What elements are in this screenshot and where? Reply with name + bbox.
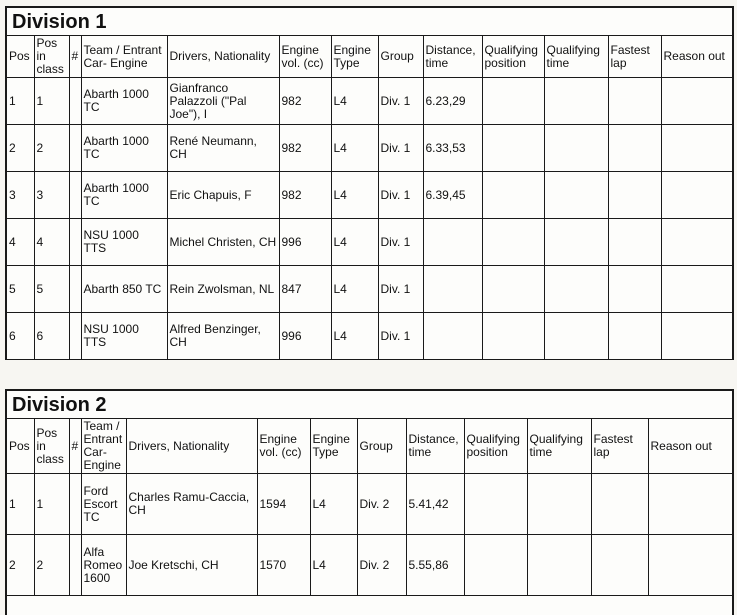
table-cell: 4 [7, 219, 34, 266]
table-cell: 5.55,86 [406, 535, 464, 596]
table-cell: 5 [34, 266, 69, 313]
table-cell: 6.39,45 [423, 172, 482, 219]
table-cell: Div. 1 [378, 172, 423, 219]
division-2-header-cell: Reason out [648, 419, 732, 474]
table-cell: 1570 [257, 535, 310, 596]
table-cell [482, 266, 544, 313]
table-cell [527, 474, 591, 535]
table-cell [69, 313, 81, 360]
table-row [7, 219, 732, 266]
division-1-header-cell: Reason out [661, 36, 732, 78]
table-cell: René Neumann, CH [167, 125, 279, 172]
division-2-header-cell: Qualifying time [527, 419, 591, 474]
table-cell: 982 [279, 78, 331, 125]
table-cell [544, 219, 608, 266]
division-1-table [7, 36, 732, 360]
division-1-header-cell: Engine Type [331, 36, 378, 78]
table-cell: L4 [331, 266, 378, 313]
table-cell: 1594 [257, 474, 310, 535]
table-cell [661, 313, 732, 360]
table-cell [544, 78, 608, 125]
table-cell [544, 125, 608, 172]
division-2-section [5, 389, 734, 615]
table-cell [661, 266, 732, 313]
division-2-header-cell: # [69, 419, 81, 474]
table-cell: L4 [331, 172, 378, 219]
table-cell: Div. 1 [378, 219, 423, 266]
table-cell: Eric Chapuis, F [167, 172, 279, 219]
table-cell: 2 [7, 125, 34, 172]
table-row [7, 78, 732, 125]
division-1-header-cell: Pos in class [34, 36, 69, 78]
division-1-header-cell: Pos [7, 36, 34, 78]
table-cell: Rein Zwolsman, NL [167, 266, 279, 313]
table-cell [482, 313, 544, 360]
table-row [7, 172, 732, 219]
division-2-header-cell: Group [357, 419, 406, 474]
table-cell [482, 219, 544, 266]
table-cell [464, 474, 527, 535]
division-1-header-cell: Distance, time [423, 36, 482, 78]
division-1-section [5, 6, 734, 360]
division-2-header-cell: Drivers, Nationality [126, 419, 257, 474]
table-cell [69, 219, 81, 266]
table-cell [69, 474, 81, 535]
division-2-title: Division 2 [7, 391, 732, 419]
division-2-header-row [7, 419, 732, 474]
table-cell: Div. 1 [378, 266, 423, 313]
table-cell: L4 [331, 125, 378, 172]
table-cell [527, 535, 591, 596]
table-cell: 2 [34, 125, 69, 172]
table-cell: L4 [310, 535, 357, 596]
division-2-header-cell: Engine vol. (cc) [257, 419, 310, 474]
table-cell: Div. 2 [357, 474, 406, 535]
table-cell [69, 78, 81, 125]
table-cell [661, 172, 732, 219]
table-row [7, 474, 732, 535]
table-cell: NSU 1000 TTS [81, 219, 167, 266]
table-cell: Abarth 1000 TC [81, 78, 167, 125]
table-cell [544, 313, 608, 360]
table-cell: L4 [310, 474, 357, 535]
table-cell: Alfa Romeo 1600 [81, 535, 126, 596]
table-cell: Div. 1 [378, 125, 423, 172]
table-cell: 1 [34, 78, 69, 125]
table-cell: 5 [7, 266, 34, 313]
table-cell: 2 [34, 535, 69, 596]
table-cell: Ford Escort TC [81, 474, 126, 535]
table-row [7, 313, 732, 360]
table-cell [608, 78, 661, 125]
table-cell [464, 535, 527, 596]
table-cell: 4 [34, 219, 69, 266]
division-2-rows [7, 474, 732, 596]
table-cell [648, 535, 732, 596]
table-cell: 996 [279, 219, 331, 266]
division-1-header-cell: Engine vol. (cc) [279, 36, 331, 78]
table-cell [423, 266, 482, 313]
table-cell [591, 474, 648, 535]
table-cell: 6.23,29 [423, 78, 482, 125]
table-cell [69, 172, 81, 219]
table-cell [608, 266, 661, 313]
table-cell: 847 [279, 266, 331, 313]
table-row [7, 266, 732, 313]
table-cell: 982 [279, 172, 331, 219]
division-1-header-cell: # [69, 36, 81, 78]
division-2-header-cell: Engine Type [310, 419, 357, 474]
division-1-header-cell: Drivers, Nationality [167, 36, 279, 78]
table-cell: Joe Kretschi, CH [126, 535, 257, 596]
table-cell: Charles Ramu-Caccia, CH [126, 474, 257, 535]
division-1-header-cell: Qualifying time [544, 36, 608, 78]
table-cell: 6 [7, 313, 34, 360]
division-1-header-row [7, 36, 732, 78]
division-2-header-cell: Fastest lap [591, 419, 648, 474]
table-row [7, 125, 732, 172]
table-cell: L4 [331, 78, 378, 125]
division-1-header-cell: Qualifying position [482, 36, 544, 78]
division-2-header-cell: Team / Entrant Car- Engine [81, 419, 126, 474]
table-cell [661, 219, 732, 266]
table-cell [648, 474, 732, 535]
table-cell [482, 172, 544, 219]
table-cell [69, 125, 81, 172]
table-cell: Div. 2 [357, 535, 406, 596]
division-2-header-cell: Qualifying position [464, 419, 527, 474]
table-cell [423, 313, 482, 360]
table-cell: L4 [331, 313, 378, 360]
table-cell [544, 172, 608, 219]
division-1-title: Division 1 [7, 8, 732, 36]
table-cell [69, 266, 81, 313]
division-2-header-cell: Pos in class [34, 419, 69, 474]
division-1-header-cell: Group [378, 36, 423, 78]
table-cell [661, 78, 732, 125]
table-cell [591, 535, 648, 596]
table-cell: 3 [7, 172, 34, 219]
division-2-table [7, 419, 732, 596]
table-cell [482, 78, 544, 125]
table-cell [544, 266, 608, 313]
table-cell: 996 [279, 313, 331, 360]
table-cell [482, 125, 544, 172]
table-cell: 982 [279, 125, 331, 172]
table-cell: 6.33,53 [423, 125, 482, 172]
table-cell: 2 [7, 535, 34, 596]
table-cell: Div. 1 [378, 78, 423, 125]
table-cell [608, 172, 661, 219]
table-cell [608, 219, 661, 266]
table-cell: Abarth 1000 TC [81, 172, 167, 219]
division-1-header-cell: Team / Entrant Car- Engine [81, 36, 167, 78]
table-row [7, 535, 732, 596]
table-cell: Abarth 1000 TC [81, 125, 167, 172]
table-cell: Michel Christen, CH [167, 219, 279, 266]
table-cell [69, 535, 81, 596]
table-cell: Div. 1 [378, 313, 423, 360]
table-cell: Abarth 850 TC [81, 266, 167, 313]
table-cell: Gianfranco Palazzoli ("Pal Joe"), I [167, 78, 279, 125]
division-1-rows [7, 78, 732, 360]
division-2-header-cell: Pos [7, 419, 34, 474]
table-cell: 3 [34, 172, 69, 219]
table-cell: 5.41,42 [406, 474, 464, 535]
table-cell [608, 313, 661, 360]
table-cell: NSU 1000 TTS [81, 313, 167, 360]
division-1-header-cell: Fastest lap [608, 36, 661, 78]
table-cell: Alfred Benzinger, CH [167, 313, 279, 360]
table-cell: 1 [7, 474, 34, 535]
table-cell [423, 219, 482, 266]
table-cell: 6 [34, 313, 69, 360]
table-cell: 1 [7, 78, 34, 125]
table-cell [661, 125, 732, 172]
table-cell: L4 [331, 219, 378, 266]
division-2-header-cell: Distance, time [406, 419, 464, 474]
table-cell [608, 125, 661, 172]
table-cell: 1 [34, 474, 69, 535]
